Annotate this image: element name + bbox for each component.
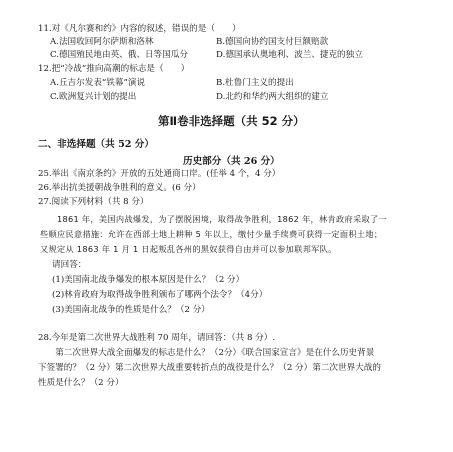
part2-title: 第Ⅱ卷非选择题（共 52 分）: [158, 114, 305, 128]
q28-line-2: 下签署的？（2 分）第二次世界大战重要转折点的战役是什么？（2 分）第二次世界大战的: [38, 363, 381, 373]
q12-option-b: B.杜鲁门主义的提出: [216, 78, 294, 88]
q27-material-line-3: 又规定从 1863 年 1 月 1 日起叛乱各州的黑奴获得自由并可以参加联邦军队。: [40, 244, 337, 254]
q11-option-b: B.德国向协约国支付巨额赔款: [216, 37, 329, 47]
section2-heading: 二、非选择题（共 52 分）: [38, 139, 154, 150]
q12-option-c: C.欧洲复兴计划的提出: [50, 92, 137, 102]
q11-option-c: C.德国殖民地由英、俄、日等国瓜分: [50, 50, 188, 60]
q28-stem: 28.今年是第二次世界大战胜利 70 周年，请回答：（共 8 分）.: [38, 333, 276, 343]
q11-option-d: D.德国承认奥地利、波兰、捷克的独立: [216, 50, 363, 60]
q12-option-d: D.北约和华约两大组织的建立: [216, 92, 329, 102]
q11-option-a: A.法国收回阿尔萨斯和洛林: [50, 37, 154, 47]
q28-line-3: 性质是什么？（2 分）: [38, 378, 124, 388]
q27-material-line-1: 1861 年，美国内战爆发，为了摆脱困境，取得战争胜利，1862 年，林肯政府采取了一: [40, 214, 387, 224]
q12-stem: 12.把“冷战”推向高潮的标志是（ ）: [38, 64, 190, 74]
q27-ask-label: 请回答：: [52, 260, 87, 270]
q27-item-1: (1)美国南北战争爆发的根本原因是什么？（2 分）: [52, 275, 245, 285]
q27-stem: 27.阅读下列材料（共 8 分）: [38, 197, 149, 207]
q25: 25.举出《南京条约》开放的五处通商口岸。(任举 4 个，4 分）: [38, 169, 281, 179]
q27-item-3: (3)美国南北战争的性质是什么？（2 分）: [52, 305, 210, 315]
q12-option-a: A.丘吉尔发表“铁幕”演说: [50, 78, 146, 88]
q11-stem: 11.对《凡尔赛和约》内容的叙述，错误的是（ ）: [38, 24, 241, 34]
q27-item-2: (2)林肯政府为取得战争胜利颁布了哪两个法令？（4分）: [52, 290, 268, 300]
q27-material-line-2: 些顺应民意措施：允许在西部土地上耕种 5 年以上，缴付少量手续费可获得一定面积土地；: [40, 229, 383, 239]
q26: 26.举出抗美援朝战争胜利的意义。(6 分）: [38, 183, 201, 193]
history-part-heading: 历史部分（共 26 分）: [183, 156, 280, 167]
q28-line-1: 第二次世界大战全面爆发的标志是什么？（2分）《联合国家宣言》是在什么历史背景: [38, 348, 375, 358]
